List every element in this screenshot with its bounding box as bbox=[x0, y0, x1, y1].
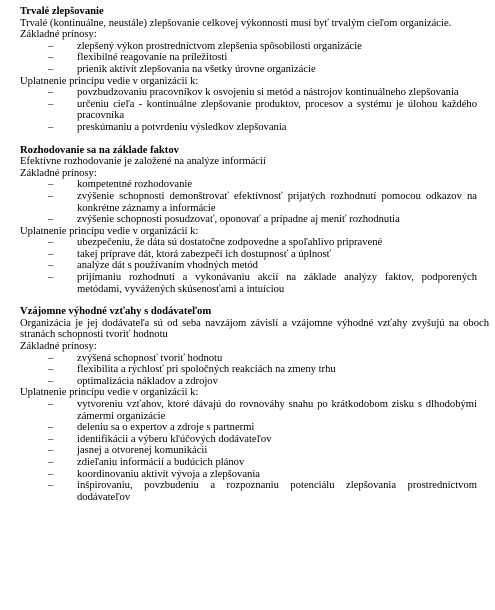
section-intro: Efektívne rozhodovanie je založené na analýze informácií bbox=[20, 156, 266, 168]
benefit-item: – kompetentné rozhodovanie bbox=[20, 179, 489, 191]
section-title: Vzájomne výhodné vzťahy s dodávateľom bbox=[20, 306, 212, 318]
application-item: – koordinovaniu aktivít vývoja a zlepšovania bbox=[20, 469, 489, 481]
benefits-list bbox=[20, 353, 489, 388]
benefit-item: – zvýšenie schopnosti posudzovať, oponovať a prípadne aj meniť rozhodnutia bbox=[20, 214, 489, 226]
benefits-label: Základné prínosy: bbox=[20, 341, 97, 353]
benefits-label: Základné prínosy: bbox=[20, 29, 97, 41]
application-item: – zdieľaniu informácií a budúcich plánov bbox=[20, 457, 489, 469]
application-item: – určeniu cieľa - kontinuálne zlepšovanie produktov, procesov a systému je úlohou každého pracovníka bbox=[20, 99, 489, 122]
application-item: – deleniu sa o expertov a zdroje s partnermi bbox=[20, 422, 489, 434]
application-list bbox=[20, 87, 489, 133]
section-2 bbox=[20, 145, 489, 296]
benefit-item: – flexibilné reagovanie na príležitosti bbox=[20, 52, 489, 64]
application-list bbox=[20, 399, 489, 503]
application-label: Uplatnenie princípu vedie v organizácii k: bbox=[20, 75, 199, 87]
application-item: – analýze dát s používaním vhodných metód bbox=[20, 260, 489, 272]
benefit-item: – zvýšená schopnosť tvoriť hodnotu bbox=[20, 353, 489, 365]
application-list bbox=[20, 237, 489, 295]
application-item: – identifikácii a výberu kľúčových dodávateľov bbox=[20, 434, 489, 446]
section-title: Rozhodovanie sa na základe faktov bbox=[20, 144, 179, 156]
benefit-item: – flexibilita a rýchlosť pri spoločných reakciách na zmeny trhu bbox=[20, 364, 489, 376]
benefit-item: – prienik aktivít zlepšovania na všetky úrovne organizácie bbox=[20, 64, 489, 76]
application-item: – ubezpečeniu, že dáta sú dostatočne zodpovedne a spoľahlivo pripravené bbox=[20, 237, 489, 249]
application-label: Uplatnenie princípu vedie v organizácii k: bbox=[20, 387, 199, 399]
benefit-item: – optimalizácia nákladov a zdrojov bbox=[20, 376, 489, 388]
benefits-list bbox=[20, 179, 489, 225]
application-item: – preskúmaniu a potvrdeniu výsledkov zlepšovania bbox=[20, 122, 489, 134]
section-intro: Trvalé (kontinuálne, neustále) zlepšovanie celkovej výkonnosti musí byť trvalým cieľom organizácie. bbox=[20, 17, 452, 29]
benefits-label: Základné prínosy: bbox=[20, 167, 97, 179]
section-intro: Organizácia je jej dodávateľa sú od seba navzájom závislí a vzájomne výhodné vzťahy zvyšujú na oboch stranách schopnosti tvoriť hodnotu bbox=[20, 317, 489, 341]
application-item: – povzbudzovaniu pracovníkov k osvojeniu si metód a nástrojov kontinuálneho zlepšovania bbox=[20, 87, 489, 99]
benefit-item: – zvýšenie schopnosti demonštrovať efektívnosť prijatých rozhodnutí pomocou odkazov na konkrétne záznamy a informácie bbox=[20, 191, 489, 214]
application-item: – vytvoreniu vzťahov, ktoré dávajú do rovnováhy snahu po krátkodobom zisku s dlhodobými zámermi organizácie bbox=[20, 399, 489, 422]
section-title: Trvalé zlepšovanie bbox=[20, 6, 104, 17]
application-label: Uplatnenie princípu vedie v organizácii k: bbox=[20, 225, 199, 237]
benefit-item: – zlepšený výkon prostredníctvom zlepšenia spôsobilosti organizácie bbox=[20, 41, 489, 53]
application-item: – inšpirovaniu, povzbudeniu a rozpoznaniu potenciálu zlepšovania prostredníctvom dodávateľov bbox=[20, 480, 489, 503]
application-item: – jasnej a otvorenej komunikácii bbox=[20, 445, 489, 457]
benefits-list bbox=[20, 41, 489, 76]
application-item: – prijímaniu rozhodnutí a vykonávaniu akcií na základe analýzy faktov, podporených metódami, vyvážených skúsenosťami a intuíciou bbox=[20, 272, 489, 295]
section-1 bbox=[20, 6, 489, 134]
section-3 bbox=[20, 306, 489, 503]
application-item: – takej príprave dát, ktorá zabezpečí ich dostupnosť a úplnosť bbox=[20, 249, 489, 261]
